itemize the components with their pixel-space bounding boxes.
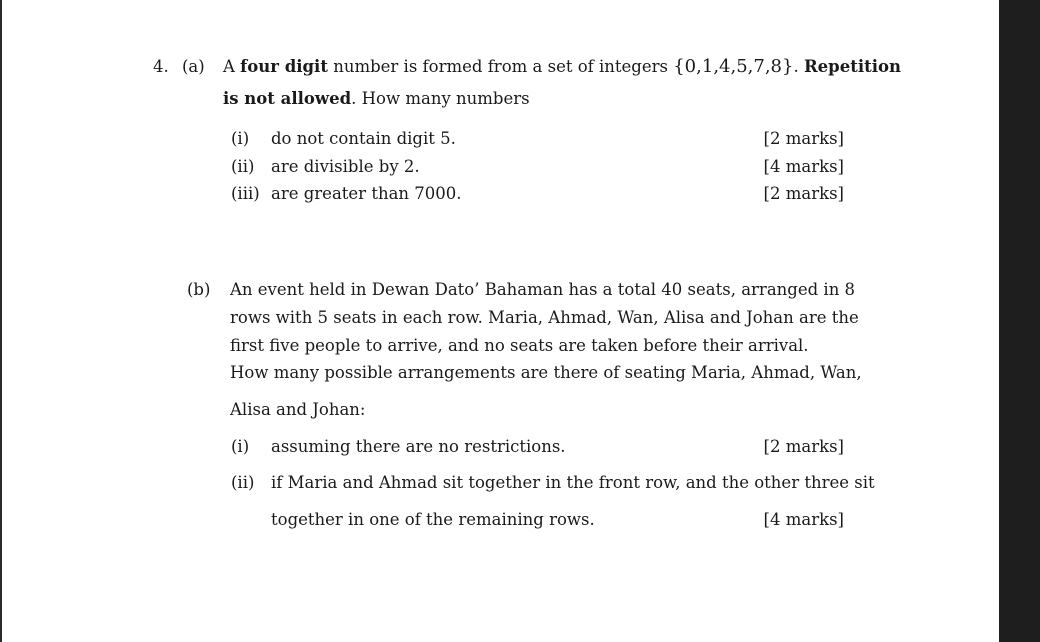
part-a-item-label: (ii): [231, 157, 255, 176]
part-b-line: An event held in Dewan Dato’ Bahaman has a total 40 seats, arranged in 8: [230, 280, 856, 299]
part-b-item-marks: [4 marks]: [763, 510, 844, 529]
viewer-side-bar: [999, 0, 1040, 642]
part-a-line1: [223, 57, 901, 77]
part-a-item-text: are greater than 7000.: [271, 184, 462, 203]
part-a-line1-dot: .: [793, 57, 799, 76]
part-a-item-marks: [4 marks]: [763, 157, 844, 176]
part-b-line: first five people to arrive, and no seats are taken before their arrival.: [230, 336, 809, 355]
part-b-item-label: (ii): [231, 473, 255, 492]
part-a-item-text: are divisible by 2.: [271, 157, 420, 176]
part-b-item-marks: [2 marks]: [763, 437, 844, 456]
part-b-item-text-line1: if Maria and Ahmad sit together in the front row, and the other three sit: [271, 473, 875, 492]
part-a-item-label: (i): [231, 129, 250, 148]
part-a-line2: [223, 89, 530, 109]
part-b-label: (b): [187, 280, 211, 299]
part-b-line: Alisa and Johan:: [230, 400, 366, 419]
part-b-item-text-line2: together in one of the remaining rows.: [271, 510, 595, 529]
part-a-item-label: (iii): [231, 184, 260, 203]
part-b-line: rows with 5 seats in each row. Maria, Ahmad, Wan, Alisa and Johan are the: [230, 308, 859, 327]
part-a-item-marks: [2 marks]: [763, 129, 844, 148]
part-b-item-label: (i): [231, 437, 250, 456]
question-number: 4.: [153, 57, 169, 76]
part-a-line1-pre: A: [223, 57, 235, 76]
part-a-line2-rest: . How many numbers: [351, 89, 530, 108]
part-a-item-text: do not contain digit 5.: [271, 129, 456, 148]
part-a-four-digit: four digit: [240, 57, 328, 76]
part-a-not-allowed: is not allowed: [223, 89, 352, 108]
part-a-line1-mid: number is formed from a set of integers: [333, 57, 668, 76]
part-b-line: How many possible arrangements are there of seating Maria, Ahmad, Wan,: [230, 363, 862, 382]
part-a-label: (a): [182, 57, 205, 76]
page-left-edge: [0, 0, 2, 642]
part-a-repetition: Repetition: [803, 57, 901, 76]
part-a-item-marks: [2 marks]: [763, 184, 844, 203]
part-b-item-text: assuming there are no restrictions.: [271, 437, 566, 456]
integer-set: {0,1,4,5,7,8}: [673, 56, 794, 77]
